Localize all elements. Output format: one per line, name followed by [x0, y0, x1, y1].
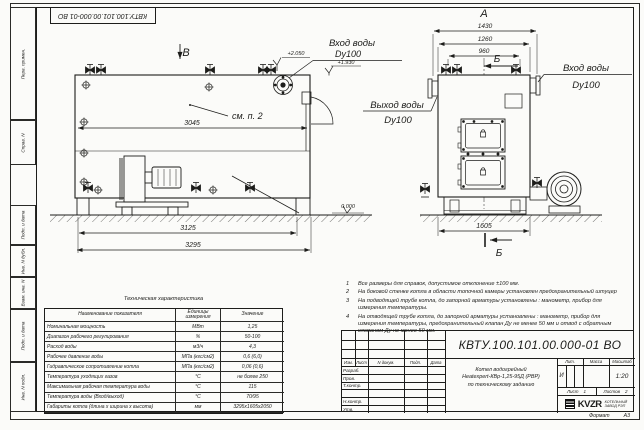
scale-header: Масштаб — [612, 359, 632, 364]
spec-cell: Температура уходящих газов — [45, 372, 176, 382]
level-mid-label: +1.930 — [337, 60, 355, 66]
note-number: 1 — [346, 281, 350, 287]
mass-header: Масса — [589, 359, 603, 364]
spec-header: Наименование показателя — [45, 309, 176, 322]
front-view-marker: А — [480, 8, 488, 20]
level-top-label: +2.050 — [287, 51, 305, 57]
note-text: На подводящей трубе котла, до запорной арматуры установлены : манометр, прибор для измерения температуры. — [358, 297, 602, 312]
note-item — [346, 298, 629, 313]
margin-label: Подп. и дата — [20, 210, 26, 240]
company-name — [605, 400, 628, 409]
tb-line — [574, 365, 575, 387]
margin-label: Перв. примен. — [20, 48, 26, 79]
front-outlet-label: Выход воды — [370, 100, 424, 111]
company-name-line1: КОТЕЛЬНЫЙ — [604, 399, 628, 404]
doc-number-stamp-text: КВТУ.100.101.00.000-01 ВО — [58, 12, 148, 19]
spec-cell: МПа (кгс/см2) — [176, 362, 221, 372]
company-logo-icon — [565, 399, 575, 409]
company-abbr: KVZR — [577, 398, 602, 410]
note-item — [346, 289, 629, 296]
product-line-2: Heatexpert-КВр-1,25-95Д (РВР) — [462, 374, 540, 381]
lit-header: Лит. — [565, 359, 575, 364]
spec-cell: Гидравлическое сопротивление котла — [45, 362, 176, 372]
dim-960: 960 — [478, 48, 490, 55]
side-view-marker: В — [182, 47, 190, 59]
company-name-line2: ЗАВОД РЭП — [604, 404, 626, 408]
spec-cell: мм — [176, 403, 221, 413]
spec-header: Единицы измерения — [176, 309, 221, 322]
spec-cell: °С — [176, 393, 221, 403]
format-label: Формат — [589, 413, 610, 419]
spec-cell: МПа (кгс/см2) — [176, 352, 221, 362]
tb-line — [368, 331, 369, 413]
spec-cell: м3/ч — [176, 342, 221, 352]
tb-line — [404, 331, 405, 413]
product-line-1: Котел водогрейный — [475, 367, 527, 374]
spec-cell: °С — [176, 372, 221, 382]
rev-header-izm: Изм. — [344, 359, 353, 365]
spec-cell: 50-100 — [221, 332, 284, 342]
sheets-label: Листов — [603, 388, 620, 394]
sheet-value: 1 — [583, 388, 587, 394]
rev-header-data: Дата — [430, 359, 442, 365]
tb-line — [342, 349, 445, 350]
note-number: 4 — [346, 313, 350, 320]
tb-line — [342, 340, 445, 341]
spec-cell: Номинальная мощность — [45, 322, 176, 332]
doc-number: КВТУ.100.101.00.000-01 ВО — [458, 337, 622, 352]
side-inlet-label: Вход воды — [328, 38, 376, 49]
rev-header-list: Лист — [356, 359, 367, 365]
rev-header-docum: N докум. — [377, 359, 395, 365]
sheet-label: Лист — [566, 388, 579, 394]
spec-header: Значение — [221, 309, 284, 322]
section-marker-top: Б — [493, 54, 501, 65]
sign-label-tkontr: Т.контр. — [343, 383, 362, 389]
spec-cell: 3295х1605х2050 — [221, 403, 284, 413]
format-value: А3 — [623, 413, 630, 419]
side-inlet-dn: Dy100 — [334, 49, 362, 59]
spec-cell: не более 250 — [221, 372, 284, 382]
margin-label: Справ. N — [20, 132, 26, 153]
spec-cell: % — [176, 332, 221, 342]
sign-label-razrab: Разраб. — [343, 367, 360, 373]
margin-label: Взам. инв. N — [20, 279, 26, 307]
sign-label-nkontr: Н.контр. — [343, 399, 363, 404]
margin-label: Подп. и дата — [20, 321, 26, 350]
spec-table-title: Техническая характеристика — [123, 296, 204, 302]
front-inlet-dn: Dy100 — [572, 80, 600, 91]
format-label-row — [540, 413, 634, 419]
note-item — [346, 281, 629, 288]
company-cell — [557, 395, 635, 413]
dim-3295: 3295 — [185, 242, 201, 249]
note-number: 2 — [346, 289, 350, 296]
dim-1430: 1430 — [477, 23, 493, 30]
tb-line — [342, 389, 445, 390]
spec-cell: 115 — [221, 383, 284, 393]
lit-value: И — [559, 373, 564, 379]
notes-list — [346, 281, 629, 337]
spec-cell: 0,6 (6,0) — [221, 352, 284, 362]
spec-cell: °С — [176, 383, 221, 393]
dim-3125: 3125 — [180, 225, 196, 232]
front-inlet-label: Вход воды — [562, 63, 610, 74]
spec-cell: 4,3 — [221, 342, 284, 352]
spec-cell: 1,25 — [221, 322, 284, 332]
section-marker-bottom: Б — [495, 248, 503, 259]
dim-1260: 1260 — [477, 36, 493, 43]
spec-cell: Максимальная рабочая температура воды — [45, 383, 176, 393]
margin-label: Инв. N дубл. — [20, 247, 26, 275]
spec-cell: МВт — [176, 322, 221, 332]
scale-value: 1:20 — [615, 372, 629, 380]
title-block — [341, 330, 634, 412]
sign-label-utv: Утв. — [343, 406, 354, 412]
margin-label: Инв. N подл. — [20, 373, 26, 401]
spec-table — [44, 308, 283, 414]
front-outlet-dn: Dy100 — [384, 115, 412, 126]
tb-line — [427, 331, 428, 413]
fan-blower — [530, 172, 581, 213]
note-text: На отводящей трубе котла, до запорной арматуры установлены : манометр, прибор для измерения температуры, предохранительный клапан Ду не менее 50 мм и отвод с обратным клапаном Ду не менее 50 мм. — [358, 313, 612, 335]
sign-label-prov: Пров. — [343, 375, 356, 381]
sheets-cell — [596, 387, 635, 395]
sheet-cell — [557, 387, 596, 395]
sheets-value: 2 — [624, 388, 628, 394]
see-note-label: см. п. 2 — [232, 111, 263, 121]
spec-cell: 70/95 — [221, 393, 284, 403]
dim-1605: 1605 — [476, 223, 492, 230]
boiler-side-view — [50, 65, 372, 223]
dim-3045: 3045 — [184, 120, 200, 127]
spec-cell: Габариты котла (длина х ширина х высота) — [45, 403, 176, 413]
note-number: 3 — [346, 297, 350, 304]
level-zero-label: 0.000 — [341, 204, 355, 210]
spec-cell: 0,06 (0,6) — [221, 362, 284, 372]
spec-cell: Температура воды (Вход/выход) — [45, 393, 176, 403]
spec-cell: Расход воды — [45, 342, 176, 352]
spec-cell: Рабочее давление воды — [45, 352, 176, 362]
product-line-3: по техническому заданию — [467, 381, 535, 388]
product-name — [445, 358, 557, 398]
note-text: На боковой стенке котла в области топочной камеры установлен предохранительный штуцер — [358, 289, 617, 296]
inlet-flange — [274, 76, 293, 95]
rev-header-podp: Подп. — [409, 359, 422, 365]
spec-cell: Диапазон рабочего регулирования — [45, 332, 176, 342]
note-text: Все размеры для справок, допустимое отклонение ±100 мм. — [358, 281, 520, 287]
